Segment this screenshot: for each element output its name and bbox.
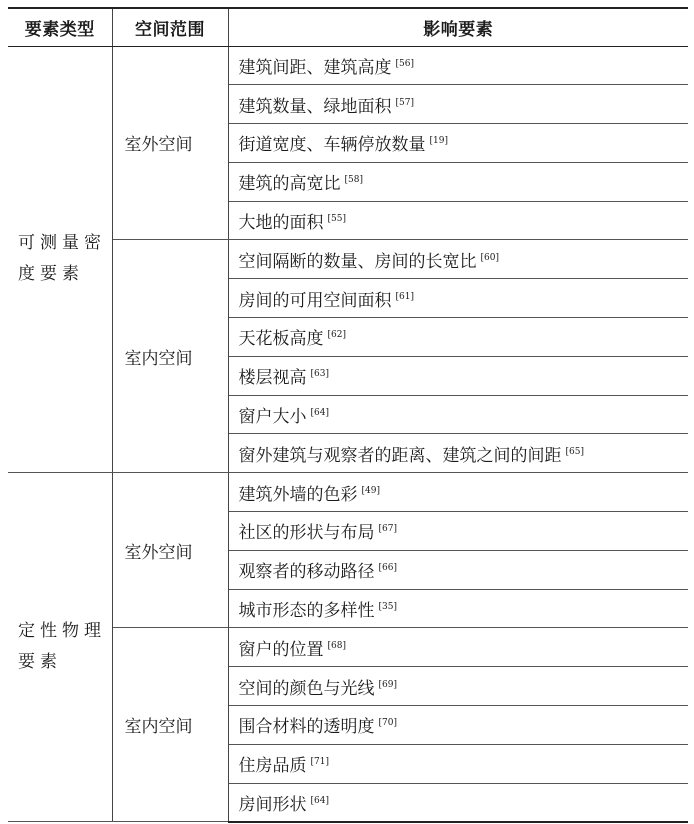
factor-text: 观察者的移动路径: [238, 562, 375, 583]
spatial-scope-cell: 室外空间: [112, 473, 228, 628]
factor-text: 房间的可用空间面积: [238, 290, 392, 311]
table-body: [8, 46, 688, 822]
citation-ref: [71]: [310, 757, 329, 768]
factor-text: 社区的形状与布局: [238, 523, 375, 544]
citation-ref: [60]: [480, 252, 499, 263]
header-scope: 空间范围: [112, 8, 228, 46]
citation-ref: [56]: [395, 58, 414, 69]
citation-ref: [62]: [327, 330, 346, 341]
factor-text: 住房品质: [238, 756, 307, 777]
citation-ref: [55]: [327, 214, 346, 225]
factor-text: 窗户大小: [238, 407, 307, 428]
citation-ref: [61]: [395, 291, 414, 302]
factor-text: 窗外建筑与观察者的距离、建筑之间的间距: [238, 445, 562, 466]
citation-ref: [67]: [378, 524, 397, 535]
factor-cell: [228, 512, 688, 551]
factor-text: 建筑数量、绿地面积: [238, 96, 392, 117]
citation-ref: [68]: [327, 640, 346, 651]
factor-text: 窗户的位置: [238, 639, 324, 660]
factor-text: 建筑的高宽比: [238, 174, 341, 195]
header-factor: 影响要素: [228, 8, 688, 46]
citation-ref: [70]: [378, 718, 397, 729]
factor-text: 房间形状: [238, 794, 307, 815]
citation-ref: [57]: [395, 97, 414, 108]
factor-cell: [228, 162, 688, 201]
factor-cell: [228, 240, 688, 279]
citation-ref: [69]: [378, 679, 397, 690]
factor-cell: [228, 783, 688, 822]
factor-cell: [228, 589, 688, 628]
factor-cell: [228, 46, 688, 85]
table-row: [8, 46, 688, 85]
factor-cell: [228, 434, 688, 473]
table-row: [8, 473, 688, 512]
factor-cell: [228, 550, 688, 589]
factor-text: 建筑间距、建筑高度: [238, 57, 392, 78]
spatial-scope-cell: 室外空间: [112, 46, 228, 240]
citation-ref: [64]: [310, 795, 329, 806]
citation-ref: [49]: [361, 485, 380, 496]
header-type: 要素类型: [8, 8, 112, 46]
element-type-cell: 定性物理要素: [8, 473, 112, 822]
citation-ref: [65]: [565, 446, 584, 457]
citation-ref: [35]: [378, 602, 397, 613]
factor-cell: [228, 667, 688, 706]
header-row: [8, 8, 688, 46]
factor-text: 建筑外墙的色彩: [238, 484, 358, 505]
factor-text: 天花板高度: [238, 329, 324, 350]
factor-text: 空间隔断的数量、房间的长宽比: [238, 251, 477, 272]
factor-text: 围合材料的透明度: [238, 717, 375, 738]
factor-text: 街道宽度、车辆停放数量: [238, 135, 426, 156]
factor-cell: [228, 628, 688, 667]
citation-ref: [58]: [344, 175, 363, 186]
citation-ref: [63]: [310, 369, 329, 380]
factor-cell: [228, 473, 688, 512]
factor-cell: [228, 85, 688, 124]
factor-cell: [228, 318, 688, 357]
spatial-scope-cell: 室内空间: [112, 628, 228, 822]
spatial-scope-cell: 室内空间: [112, 240, 228, 473]
factor-text: 空间的颜色与光线: [238, 678, 375, 699]
factor-text: 城市形态的多样性: [238, 601, 375, 622]
factor-cell: [228, 706, 688, 745]
factor-cell: [228, 395, 688, 434]
factor-cell: [228, 279, 688, 318]
citation-ref: [66]: [378, 563, 397, 574]
factor-cell: [228, 356, 688, 395]
factor-cell: [228, 201, 688, 240]
table-header: [8, 8, 688, 46]
factors-table: [8, 7, 688, 823]
factor-text: 大地的面积: [238, 213, 324, 234]
factor-cell: [228, 124, 688, 163]
element-type-cell: 可测量密度要素: [8, 46, 112, 473]
factor-cell: [228, 744, 688, 783]
citation-ref: [19]: [429, 136, 448, 147]
factor-text: 楼层视高: [238, 368, 307, 389]
citation-ref: [64]: [310, 408, 329, 419]
